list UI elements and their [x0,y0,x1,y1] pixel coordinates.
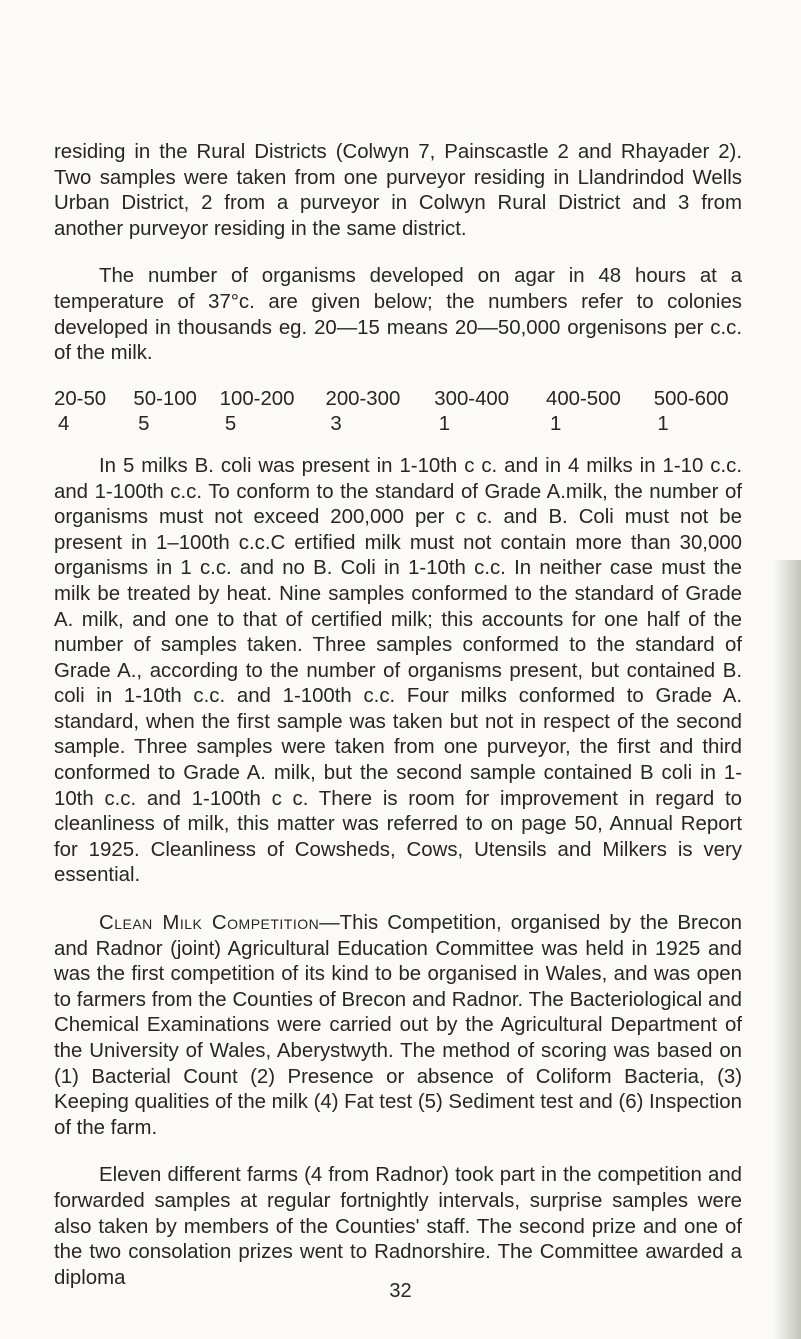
count-cell: 1 [657,413,669,436]
table-count-row [54,412,742,438]
competition-text: —This Competition, organised by the Brecon and Radnor (joint) Agricultural Education Committee was held in 1925 and was the first competition of its kind to be organised in Wales, and was open to farmers from the Counties of Brecon and Radnor. The Bacteriological and Chemical Examinations were carried out by the Agricultural Department of the University of Wales, Aberystwyth. The method of scoring was based on (1) Bacterial Count (2) Presence or absence of Coliform Bacteria, (3) Keeping qualities of the milk (4) Fat test (5) Sediment test and (6) Inspection of the farm. [54,912,742,1139]
document-page [54,140,742,1291]
farms-paragraph: Eleven different farms (4 from Radnor) took part in the competition and forwarded samples at regular fortnightly intervals, surprise samples were also taken by members of the Counties' staff. The second prize and one of the two consolation prizes went to Radnorshire. The Committee awarded a diploma [54,1164,742,1289]
page-edge-shadow [773,560,801,1339]
organisms-paragraph: The number of organisms developed on agar in 48 hours at a temperature of 37°c. are given below; the numbers refer to colonies developed in thousands eg. 20—15 means 20—50,000 orgenisons per c.c. of the milk. [54,265,742,365]
range-cell: 200-300 [325,387,401,410]
range-cell: 500-600 [653,387,729,410]
count-cell: 3 [330,413,342,436]
organism-count-table [54,387,742,438]
competition-paragraph [54,911,742,1141]
count-cell: 4 [58,413,70,436]
count-cell: 1 [438,413,451,436]
range-cell: 300-400 [434,387,510,410]
count-cell: 5 [224,413,237,436]
intro-paragraph: residing in the Rural Districts (Colwyn 7, Painscastle 2 and Rhayader 2). Two samples were taken from one purveyor residing in Llandrindod Wells Urban District, 2 from a purveyor in Colwyn Rural District and 3 from another purveyor residing in the same district. [54,141,742,240]
range-cell: 50-100 [133,387,197,410]
page-number: 32 [389,1280,412,1302]
coli-paragraph: In 5 milks B. coli was present in 1-10th c c. and in 4 milks in 1-10 c.c. and 1-100th c.c. To conform to the standard of Grade A.milk, the number of organisms must not exceed 200,000 per c c. and B. Coli must not be present in 1–100th c.c.C ertified milk must not contain more than 30,000 organisms in 1 c.c. and no B. Coli in 1-10th c.c. In neither case must the milk be treated by heat. Nine samples conformed to the standard of Grade A. milk, and one to that of certified milk; this accounts for one half of the number of samples taken. Three samples conformed to the standard of Grade A., according to the number of organisms present, but contained B. coli in 1-10th c.c. and 1-100th c.c. Four milks conformed to Grade A. standard, when the first sample was taken but not in respect of the second sample. Three samples were taken from one purveyor, the first and third conformed to Grade A. milk, but the second sample contained B coli in 1-10th c.c. and 1-100th c c. There is room for improvement in regard to cleanliness of milk, this matter was referred to on page 50, Annual Report for 1925. Cleanliness of Cowsheds, Cows, Utensils and Milkers is very essential. [54,454,742,887]
competition-heading: Clean Milk Competition [99,912,320,935]
range-cell: 20-50 [54,387,107,410]
count-cell: 1 [549,413,562,436]
table-range-row [54,387,742,413]
range-cell: 100-200 [219,387,295,410]
count-cell: 5 [138,413,150,436]
range-cell: 400-500 [545,387,621,410]
